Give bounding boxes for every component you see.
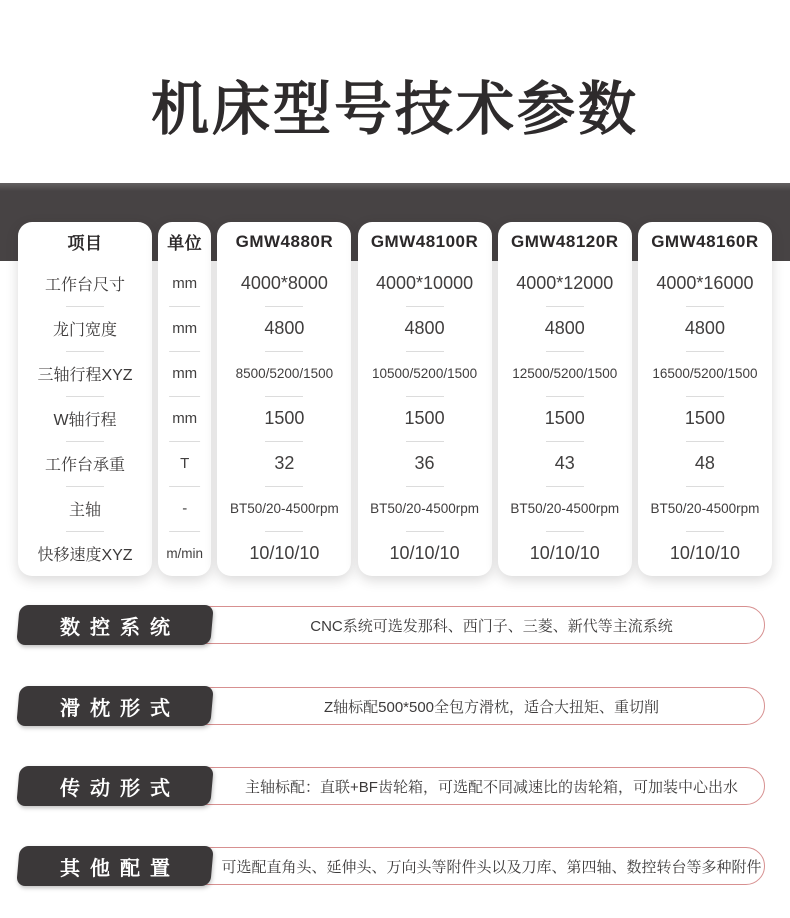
model-name: GMW48120R bbox=[511, 231, 619, 251]
spec-value: 10/10/10 bbox=[217, 531, 351, 576]
spec-value: 4000*10000 bbox=[376, 273, 474, 293]
row-label-xyz-travel: 三轴行程XYZ bbox=[18, 351, 152, 396]
unit-value: mm bbox=[158, 351, 211, 396]
feature-label: 滑枕形式 bbox=[60, 697, 180, 720]
spec-value: 4000*12000 bbox=[516, 273, 614, 293]
spec-value: 1500 bbox=[217, 396, 351, 441]
unit-value: mm bbox=[158, 306, 211, 351]
feature-row-ram-type bbox=[0, 686, 790, 726]
feature-label: 其他配置 bbox=[60, 857, 180, 880]
feature-label-ribbon bbox=[16, 686, 213, 726]
spec-value: BT50/20-4500rpm bbox=[498, 486, 632, 531]
feature-label-ribbon bbox=[16, 766, 213, 806]
spec-value: 12500/5200/1500 bbox=[498, 351, 632, 396]
feature-label: 传动形式 bbox=[60, 777, 180, 800]
column-model-gmw48100r bbox=[358, 222, 492, 576]
spec-value: 10/10/10 bbox=[638, 531, 772, 576]
feature-text-box: 主轴标配：直联+BF齿轮箱，可选配不同减速比的齿轮箱，可加装中心出水 bbox=[32, 767, 765, 805]
model-name: GMW48100R bbox=[370, 231, 479, 251]
feature-row-transmission bbox=[0, 766, 790, 806]
unit-value: T bbox=[158, 441, 211, 486]
spec-value: 36 bbox=[358, 441, 492, 486]
unit-value: mm bbox=[158, 396, 211, 441]
spec-value: BT50/20-4500rpm bbox=[358, 486, 492, 531]
row-label-worktable-size: 工作台尺寸 bbox=[44, 277, 125, 294]
row-label-gantry-width: 龙门宽度 bbox=[18, 306, 152, 351]
spec-value: 8500/5200/1500 bbox=[217, 351, 351, 396]
feature-text-box: Z轴标配500*500全包方滑枕，适合大扭矩、重切削 bbox=[32, 687, 765, 725]
feature-label-ribbon bbox=[16, 605, 213, 645]
column-items bbox=[18, 222, 152, 576]
model-name: GMW48160R bbox=[651, 231, 759, 251]
feature-label: 数控系统 bbox=[60, 616, 180, 639]
page-title: 机床型号技术参数 bbox=[150, 77, 639, 142]
spec-value: 4800 bbox=[498, 306, 632, 351]
spec-value: 1500 bbox=[638, 396, 772, 441]
column-model-gmw48120r bbox=[498, 222, 632, 576]
unit-value: m/min bbox=[158, 531, 211, 576]
spec-value: 43 bbox=[498, 441, 632, 486]
spec-value: 48 bbox=[638, 441, 772, 486]
units-column-header: 单位 bbox=[167, 234, 203, 253]
row-label-rapid-speed-xyz: 快移速度XYZ bbox=[18, 531, 152, 576]
unit-value: - bbox=[158, 486, 211, 531]
spec-value: BT50/20-4500rpm bbox=[638, 486, 772, 531]
row-label-w-axis-travel: W轴行程 bbox=[18, 396, 152, 441]
spec-value: 4800 bbox=[638, 306, 772, 351]
spec-value: 4800 bbox=[358, 306, 492, 351]
spec-value: 10/10/10 bbox=[358, 531, 492, 576]
feature-text-box: CNC系统可选发那科、西门子、三菱、新代等主流系统 bbox=[32, 606, 765, 644]
column-units bbox=[158, 222, 211, 576]
column-model-gmw4880r bbox=[217, 222, 351, 576]
spec-value: 1500 bbox=[498, 396, 632, 441]
spec-value: 4000*8000 bbox=[240, 273, 328, 293]
feature-row-cnc-system bbox=[0, 605, 790, 645]
column-model-gmw48160r bbox=[638, 222, 772, 576]
model-name: GMW4880R bbox=[235, 231, 334, 251]
spec-value: 16500/5200/1500 bbox=[638, 351, 772, 396]
spec-value: 32 bbox=[217, 441, 351, 486]
feature-label-ribbon bbox=[16, 846, 213, 886]
spec-value: 1500 bbox=[358, 396, 492, 441]
spec-value: BT50/20-4500rpm bbox=[217, 486, 351, 531]
row-label-worktable-load: 工作台承重 bbox=[18, 441, 152, 486]
unit-value: mm bbox=[172, 275, 198, 292]
spec-value: 4800 bbox=[217, 306, 351, 351]
feature-row-other-options bbox=[0, 846, 790, 886]
row-label-spindle: 主轴 bbox=[18, 486, 152, 531]
spec-value: 10500/5200/1500 bbox=[358, 351, 492, 396]
spec-value: 10/10/10 bbox=[498, 531, 632, 576]
spec-table bbox=[18, 222, 772, 576]
spec-value: 4000*16000 bbox=[656, 273, 754, 293]
feature-text-box: 可选配直角头、延伸头、万向头等附件头以及刀库、第四轴、数控转台等多种附件 bbox=[32, 847, 765, 885]
items-column-header: 项目 bbox=[67, 234, 103, 253]
